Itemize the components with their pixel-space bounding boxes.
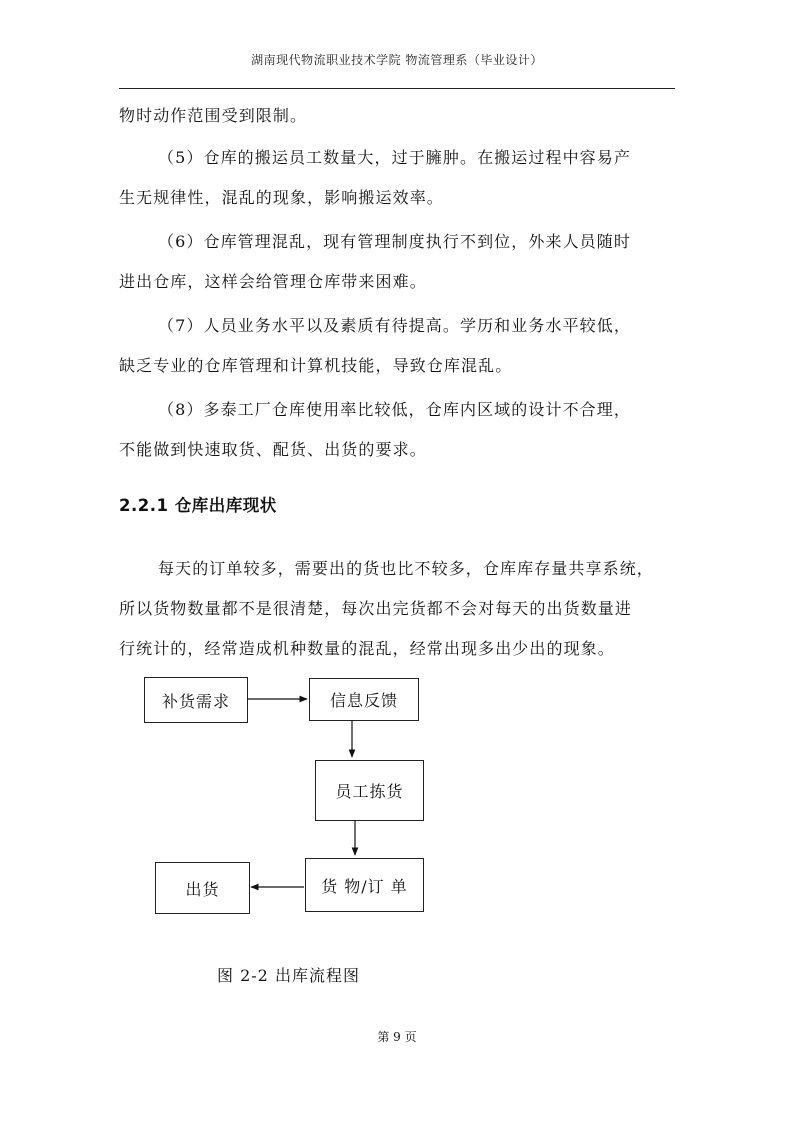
paragraph-line: 行统计的，经常造成机种数量的混乱，经常出现多出少出的现象。	[119, 639, 615, 658]
paragraph-item-8	[119, 390, 675, 470]
flow-node-label: 信息反馈	[329, 691, 398, 710]
flow-node-picking	[315, 760, 424, 821]
paragraph-line: 生无规律性，混乱的现象，影响搬运效率。	[119, 188, 444, 207]
flow-node-goods-order	[305, 858, 424, 912]
flow-node-label: 货 物/订 单	[321, 876, 408, 896]
paragraph-line: （8）多泰工厂仓库使用率比较低，仓库内区域的设计不合理，	[158, 400, 631, 419]
paragraph-item-6	[119, 222, 675, 302]
paragraph-item-5	[119, 138, 675, 218]
paragraph-line: 每天的订单较多，需要出的货也比不较多，仓库库存量共享系统，	[158, 559, 654, 578]
paragraph-line: 不能做到快速取货、配货、出货的要求。	[119, 440, 427, 459]
flow-node-demand	[144, 677, 248, 723]
flow-node-label: 出货	[185, 879, 220, 899]
section-heading: 2.2.1 仓库出库现状	[119, 496, 277, 515]
paragraph-1	[119, 96, 675, 136]
paragraph-line: 物时动作范围受到限制。	[119, 106, 308, 125]
paragraph-line: （5）仓库的搬运员工数量大，过于臃肿。在搬运过程中容易产	[158, 148, 631, 167]
paragraph-line: （7）人员业务水平以及素质有待提高。学历和业务水平较低，	[158, 316, 631, 335]
paragraph-line: （6）仓库管理混乱，现有管理制度执行不到位，外来人员随时	[158, 232, 631, 251]
page-number: 第 9 页	[377, 1030, 417, 1044]
figure-caption: 图 2-2 出库流程图	[217, 966, 360, 985]
flow-node-feedback	[309, 678, 419, 721]
flow-node-shipping	[155, 862, 250, 914]
paragraph-line: 进出仓库，这样会给管理仓库带来困难。	[119, 272, 427, 291]
paragraph-item-7	[119, 306, 675, 386]
section-paragraph	[119, 549, 675, 669]
paragraph-line: 缺乏专业的仓库管理和计算机技能，导致仓库混乱。	[119, 356, 513, 375]
header-rule	[119, 88, 675, 89]
paragraph-line: 所以货物数量都不是很清楚，每次出完货都不会对每天的出货数量进	[119, 599, 633, 618]
flow-node-label: 员工拣货	[335, 782, 404, 801]
flow-node-label: 补货需求	[161, 691, 230, 711]
page-header: 湖南现代物流职业技术学院 物流管理系（毕业设计）	[251, 53, 543, 67]
